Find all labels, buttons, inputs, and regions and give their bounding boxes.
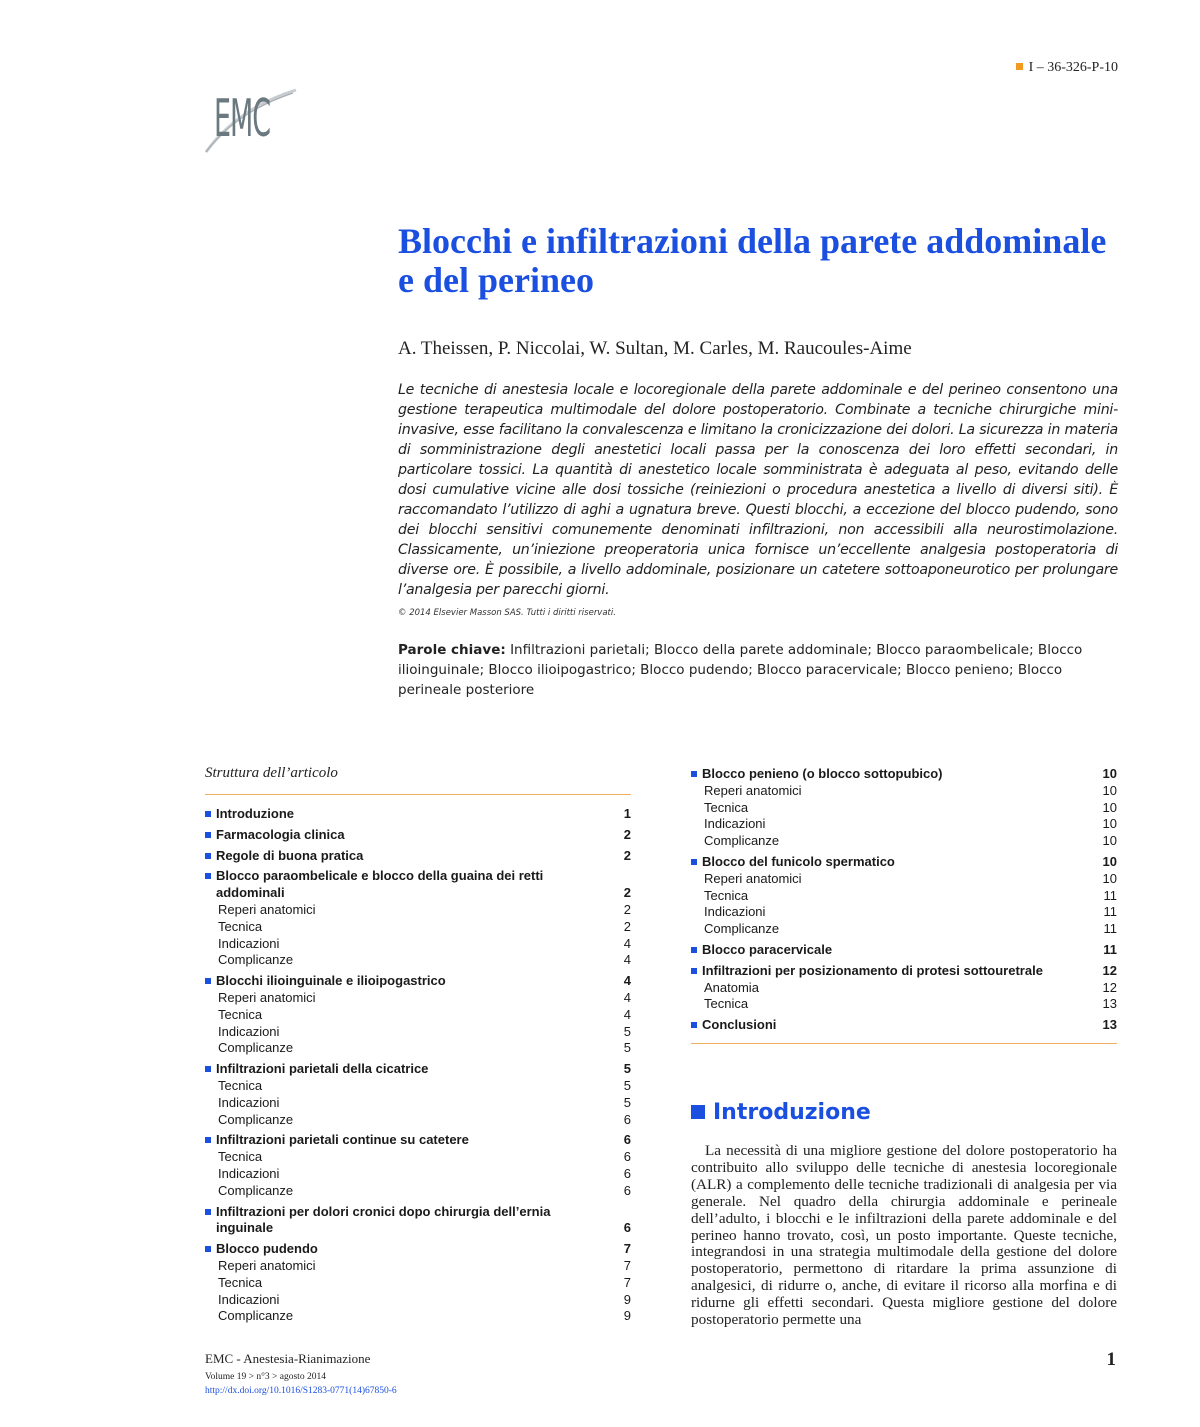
toc-section[interactable] xyxy=(205,806,631,823)
bullet-square-icon xyxy=(205,1066,211,1072)
toc-entry-label: Indicazioni xyxy=(218,1023,280,1039)
toc-entry-page: 10 xyxy=(1102,816,1117,832)
toc-subsection[interactable] xyxy=(205,990,631,1007)
svg-text:EMC: EMC xyxy=(214,89,270,149)
toc-subsection[interactable] xyxy=(205,902,631,919)
toc-subsection[interactable] xyxy=(205,1292,631,1309)
toc-entry-label: Complicanze xyxy=(218,952,294,968)
toc-entry-label: Blocco pudendo xyxy=(216,1241,318,1257)
toc-entry-label: Infiltrazioni per posizionamento di protesi sottouretrale xyxy=(702,962,1043,978)
toc-section[interactable] xyxy=(205,973,631,990)
toc-subsection[interactable] xyxy=(691,816,1117,833)
toc-entry-label: Complicanze xyxy=(218,1111,294,1127)
document-code-text: I – 36-326-P-10 xyxy=(1028,60,1118,75)
toc-entry-page: 9 xyxy=(623,1291,631,1307)
bullet-square-icon xyxy=(691,968,697,974)
emc-logo xyxy=(198,68,308,156)
toc-entry-page: 5 xyxy=(623,1094,631,1110)
bullet-square-icon xyxy=(691,1022,697,1028)
toc-entry-label: Conclusioni xyxy=(702,1017,777,1033)
toc-subsection[interactable] xyxy=(205,1149,631,1166)
toc-entry-page: 7 xyxy=(623,1274,631,1290)
toc-entry-label: Reperi anatomici xyxy=(704,870,802,886)
toc-section[interactable] xyxy=(691,766,1117,783)
toc-entry-label: Complicanze xyxy=(704,921,780,937)
toc-entry-label: Tecnica xyxy=(218,1149,263,1165)
toc-entry-page: 9 xyxy=(623,1308,631,1324)
toc-entry-page: 10 xyxy=(1102,833,1117,849)
toc-entry-label: Infiltrazioni parietali della cicatrice xyxy=(216,1061,429,1077)
section-heading xyxy=(691,1100,871,1125)
toc-entry-page: 12 xyxy=(1102,979,1117,995)
toc-section[interactable] xyxy=(691,942,1117,959)
toc-entry-label: Indicazioni xyxy=(218,935,280,951)
toc-entry-label: Tecnica xyxy=(218,1274,263,1290)
toc-title: Struttura dell’articolo xyxy=(205,765,338,781)
toc-entry-label: Tecnica xyxy=(218,1006,263,1022)
toc-subsection[interactable] xyxy=(691,904,1117,921)
toc-entry-page: 4 xyxy=(623,935,631,951)
toc-entry-label: Blocco paraombelicale e blocco della guaina dei retti addominali xyxy=(216,868,544,901)
toc-section[interactable] xyxy=(205,1132,631,1149)
footer-journal: EMC - Anestesia-Rianimazione xyxy=(205,1351,371,1366)
toc-subsection[interactable] xyxy=(205,1095,631,1112)
toc-section[interactable] xyxy=(205,827,631,844)
toc-entry-page: 13 xyxy=(1102,996,1117,1012)
toc-entry-page: 10 xyxy=(1102,782,1117,798)
toc-entry-label: Tecnica xyxy=(218,1077,263,1093)
toc-entry-page: 6 xyxy=(623,1182,631,1198)
toc-entry-page: 2 xyxy=(623,826,631,842)
toc-entry-label: Indicazioni xyxy=(218,1165,280,1181)
toc-subsection[interactable] xyxy=(205,1258,631,1275)
toc-entry-label: Tecnica xyxy=(704,996,749,1012)
toc-entry-page: 5 xyxy=(623,1061,631,1077)
author-list: A. Theissen, P. Niccolai, W. Sultan, M. Carles, M. Raucoules-Aime xyxy=(398,338,912,359)
toc-subsection[interactable] xyxy=(691,980,1117,997)
document-code xyxy=(1016,60,1118,76)
toc-subsection[interactable] xyxy=(205,1007,631,1024)
doi-link[interactable]: http://dx.doi.org/10.1016/S1283-0771(14)67850-6 xyxy=(205,1386,397,1396)
page-number: 1 xyxy=(1106,1349,1116,1370)
article-title: Blocchi e infiltrazioni della parete addominale e del perineo xyxy=(398,221,1107,300)
toc-subsection[interactable] xyxy=(691,921,1117,938)
toc-entry-label: Infiltrazioni per dolori cronici dopo chirurgia dell’ernia inguinale xyxy=(216,1203,551,1236)
toc-entry-page: 10 xyxy=(1102,853,1117,869)
toc-subsection[interactable] xyxy=(205,1183,631,1200)
toc-entry-label: Tecnica xyxy=(704,887,749,903)
section-heading-text: Introduzione xyxy=(713,1100,871,1125)
toc-entry-label: Infiltrazioni parietali continue su catetere xyxy=(216,1132,469,1148)
toc-entry-page: 2 xyxy=(623,885,631,901)
bullet-square-icon xyxy=(691,771,697,777)
toc-entry-page: 4 xyxy=(623,952,631,968)
toc-entry-label: Complicanze xyxy=(218,1040,294,1056)
keywords-text: Infiltrazioni parietali; Blocco della parete addominale; Blocco paraombelicale; Blocco ilioinguinale; Blocco ilioipogastrico; Blocco pudendo; Blocco paracervicale; Blocco penieno; Blocco perineale posteriore xyxy=(398,642,1083,698)
toc-subsection[interactable] xyxy=(205,1040,631,1057)
toc-entry-label: Blocchi ilioinguinale e ilioipogastrico xyxy=(216,973,446,989)
toc-entry-page: 5 xyxy=(623,1077,631,1093)
toc-entry-page: 12 xyxy=(1102,962,1117,978)
toc-entry-page: 2 xyxy=(623,901,631,917)
toc-entry-label: Regole di buona pratica xyxy=(216,847,364,863)
toc-entry-label: Anatomia xyxy=(704,979,759,995)
toc-divider xyxy=(691,1043,1117,1044)
bullet-square-icon xyxy=(205,811,211,817)
blue-square-icon xyxy=(691,1105,705,1119)
toc-subsection[interactable] xyxy=(205,1166,631,1183)
toc-subsection[interactable] xyxy=(691,996,1117,1013)
toc-entry-page: 10 xyxy=(1102,870,1117,886)
toc-entry-page: 1 xyxy=(623,806,631,821)
toc-subsection[interactable] xyxy=(205,1078,631,1095)
toc-entry-label: Indicazioni xyxy=(218,1291,280,1307)
toc-subsection[interactable] xyxy=(691,800,1117,817)
toc-entry-label: Reperi anatomici xyxy=(218,1257,316,1273)
toc-right-column xyxy=(691,766,1117,1034)
bullet-square-icon xyxy=(205,1137,211,1143)
bullet-square-icon xyxy=(691,947,697,953)
bullet-square-icon xyxy=(205,1209,211,1215)
toc-subsection[interactable] xyxy=(691,833,1117,850)
toc-entry-page: 2 xyxy=(623,847,631,863)
toc-entry-label: Tecnica xyxy=(218,918,263,934)
toc-entry-label: Farmacologia clinica xyxy=(216,826,345,842)
toc-left-column xyxy=(205,806,631,1325)
keywords-label: Parole chiave: xyxy=(398,642,506,658)
toc-entry-page: 6 xyxy=(623,1111,631,1127)
toc-entry-page: 11 xyxy=(1103,921,1117,937)
toc-subsection[interactable] xyxy=(691,871,1117,888)
toc-section[interactable] xyxy=(691,1017,1117,1034)
toc-entry-label: Reperi anatomici xyxy=(218,901,316,917)
toc-section[interactable] xyxy=(205,848,631,865)
toc-entry-page: 11 xyxy=(1103,904,1117,920)
toc-entry-page: 4 xyxy=(623,989,631,1005)
toc-entry-label: Indicazioni xyxy=(704,904,766,920)
toc-section[interactable] xyxy=(691,963,1117,980)
orange-square-icon xyxy=(1016,63,1023,70)
footer-volume: Volume 19 > n°3 > agosto 2014 xyxy=(205,1372,326,1382)
toc-entry-page: 4 xyxy=(623,1006,631,1022)
toc-entry-label: Reperi anatomici xyxy=(218,989,316,1005)
bullet-square-icon xyxy=(205,853,211,859)
toc-subsection[interactable] xyxy=(205,952,631,969)
toc-entry-page: 6 xyxy=(623,1220,631,1236)
toc-entry-page: 11 xyxy=(1103,887,1117,903)
introduction-text: La necessità di una migliore gestione del dolore postoperatorio ha contribuito allo sviluppo delle tecniche di anestesia locoregionale (ALR) a complemento delle tecniche tradizionali di analgesia per via generale. Nel quadro della chirurgia addominale e perineale dell’adulto, i blocchi e le infiltrazioni della parete addominale e del perineo hanno trovato, così, un posto importante. Queste tecniche, integrandosi in una strategia multimodale della gestione del dolore postoperatorio, permettono di ritardare la prima assunzione di analgesici, di ridurre o, anche, di evitare il ricorso alla morfina e di ridurne gli effetti secondari. Questa migliore gestione del dolore postoperatorio permette una xyxy=(691,1142,1117,1329)
toc-entry-page: 6 xyxy=(623,1149,631,1165)
toc-entry-page: 10 xyxy=(1102,766,1117,781)
bullet-square-icon xyxy=(205,873,211,879)
bullet-square-icon xyxy=(691,859,697,865)
toc-subsection[interactable] xyxy=(205,1024,631,1041)
abstract: Le tecniche di anestesia locale e locoregionale della parete addominale e del perineo consentono una gestione terapeutica multimodale del dolore postoperatorio. Combinate a tecniche chirurgiche mini-invasive, esse facilitano la convalescenza e limitano la cronicizzazione dei dolori. La sicurezza in materia di somministrazione degli anestetici locali passa per la conoscenza dei loro effetti secondari, in particolare tossici. La quantità di anestetico locale somministrata è adeguata al peso, evitando delle dosi cumulative vicine alle dosi tossiche (reiniezioni o procedura anestetica a livello di diversi siti). È raccomandato l’utilizzo di aghi a ugnatura breve. Questi blocchi, a eccezione del blocco pudendo, sono dei blocchi sensitivi comunemente denominati infiltrazioni, non accessibili alla neurostimolazione. Classicamente, un’iniezione preoperatoria unica fornisce un’eccellente analgesia postoperatoria di diverse ore. È possibile, a livello addominale, posizionare un catetere sottoaponeurotico per prolungare l’analgesia per parecchi giorni. xyxy=(398,382,1118,598)
toc-section[interactable] xyxy=(205,1241,631,1258)
toc-entry-page: 6 xyxy=(623,1132,631,1148)
toc-entry-label: Indicazioni xyxy=(704,816,766,832)
copyright-notice: © 2014 Elsevier Masson SAS. Tutti i diritti riservati. xyxy=(398,608,616,618)
toc-entry-label: Complicanze xyxy=(218,1308,294,1324)
toc-entry-label: Introduzione xyxy=(216,806,294,821)
toc-entry-label: Blocco paracervicale xyxy=(702,941,833,957)
toc-subsection[interactable] xyxy=(205,919,631,936)
toc-entry-page: 4 xyxy=(623,973,631,989)
toc-subsection[interactable] xyxy=(205,936,631,953)
toc-subsection[interactable] xyxy=(691,888,1117,905)
bullet-square-icon xyxy=(205,832,211,838)
toc-entry-label: Blocco penieno (o blocco sottopubico) xyxy=(702,766,943,781)
toc-entry-page: 5 xyxy=(623,1023,631,1039)
toc-entry-label: Blocco del funicolo spermatico xyxy=(702,853,895,869)
toc-section[interactable] xyxy=(205,868,631,902)
toc-divider xyxy=(205,794,631,795)
toc-entry-page: 7 xyxy=(623,1241,631,1257)
toc-section[interactable] xyxy=(205,1061,631,1078)
toc-entry-page: 7 xyxy=(623,1257,631,1273)
toc-entry-label: Reperi anatomici xyxy=(704,782,802,798)
toc-entry-label: Complicanze xyxy=(218,1182,294,1198)
toc-subsection[interactable] xyxy=(205,1308,631,1325)
toc-subsection[interactable] xyxy=(205,1275,631,1292)
bullet-square-icon xyxy=(205,978,211,984)
toc-entry-label: Complicanze xyxy=(704,833,780,849)
toc-section[interactable] xyxy=(205,1204,631,1238)
toc-entry-page: 2 xyxy=(623,918,631,934)
toc-entry-page: 10 xyxy=(1102,799,1117,815)
toc-entry-page: 13 xyxy=(1102,1017,1117,1033)
toc-subsection[interactable] xyxy=(691,783,1117,800)
toc-subsection[interactable] xyxy=(205,1112,631,1129)
toc-entry-label: Indicazioni xyxy=(218,1094,280,1110)
keywords xyxy=(398,640,1118,700)
toc-section[interactable] xyxy=(691,854,1117,871)
toc-entry-page: 11 xyxy=(1103,941,1117,957)
toc-entry-page: 5 xyxy=(623,1040,631,1056)
toc-entry-page: 6 xyxy=(623,1165,631,1181)
toc-entry-label: Tecnica xyxy=(704,799,749,815)
bullet-square-icon xyxy=(205,1246,211,1252)
